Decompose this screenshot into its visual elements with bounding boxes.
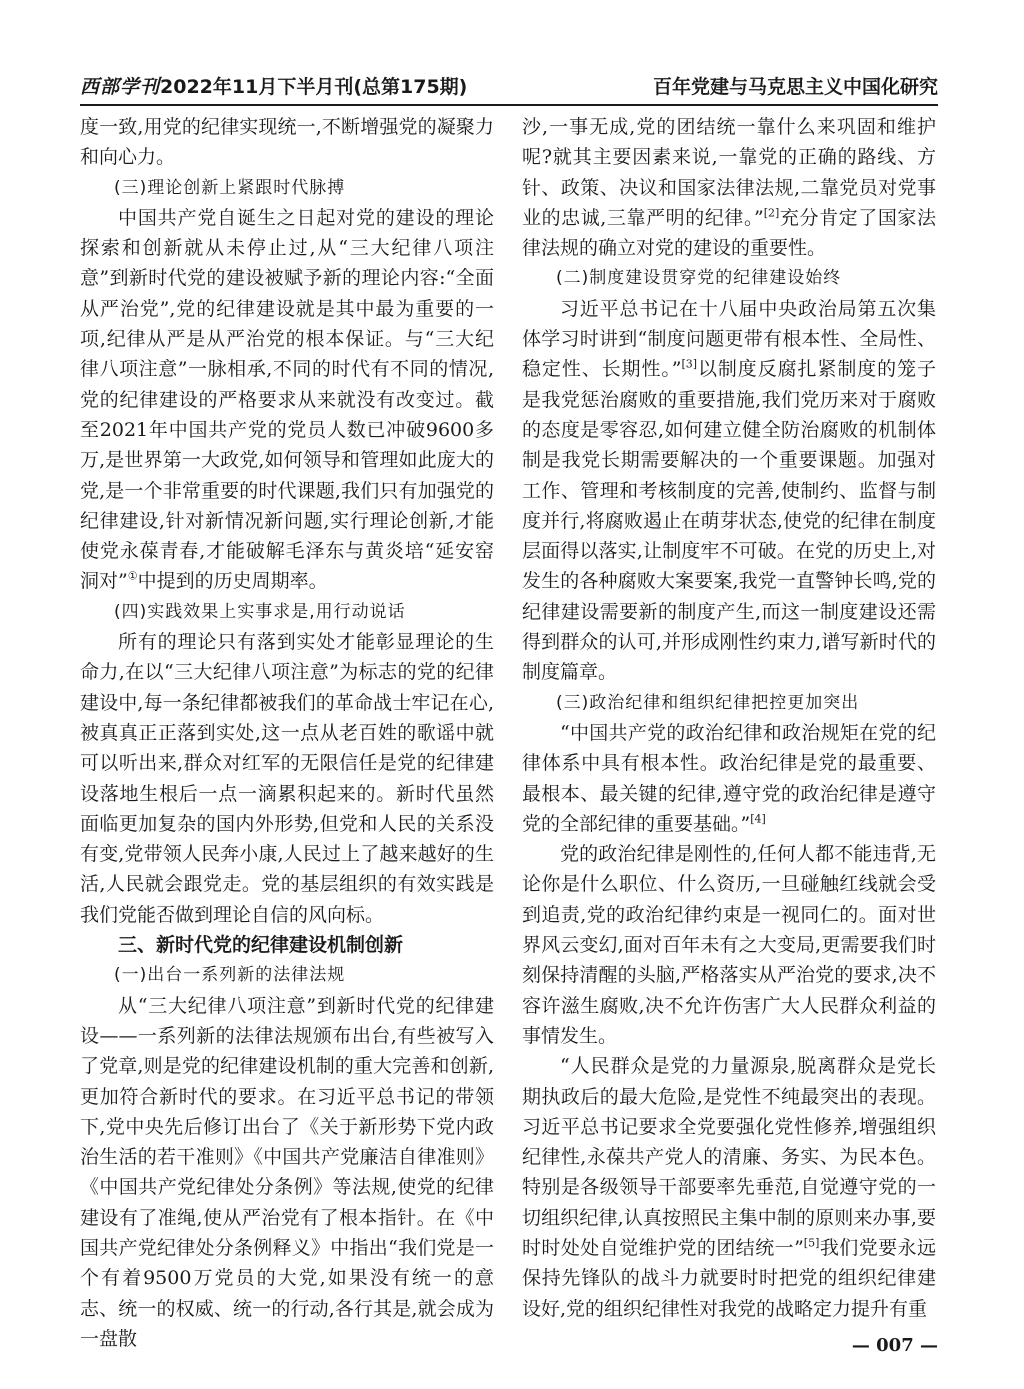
left-column	[80, 112, 494, 1354]
subsection-heading: (三)政治纪律和组织纪律把控更加突出	[556, 692, 860, 713]
subsection-heading: (三)理论创新上紧跟时代脉搏	[114, 177, 346, 198]
subsection-heading: (二)制度建设贯穿党的纪律建设始终	[556, 268, 842, 289]
paragraph	[80, 203, 494, 597]
paragraph: 所有的理论只有落到实处才能彰显理论的生命力,在以“三大纪律八项注意”为标志的党的纪律建设中,每一条纪律都被我们的革命战士牢记在心,被真真正正落到实处,这一点从老百姓的歌谣中就可以听出来,群众对红军的无限信任是党的纪律建设落地生根后一点一滴累积起来的。新时代虽然面临更加复杂的国内外形势,但党和人民的关系没有变,党带领人民奔小康,人民过上了越来越好的生活,人民就会跟党走。党的基层组织的有效实践是我们党能否做到理论自信的风向标。	[80, 631, 494, 926]
citation-ref: [3]	[681, 358, 698, 372]
issue-info: 2022年11月下半月刊(总第175期)	[160, 76, 468, 98]
paragraph-text: 习近平总书记在十八届中央政治局第五次集体学习时讲到“制度问题更带有根本性、全局性、稳定性、长期性。”	[522, 297, 936, 381]
paragraph-text: 以制度反腐扎紧制度的笼子是我党惩治腐败的重要措施,我们党历来对于腐败的态度是零容忍,如何建立健全防治腐败的机制体制是我党长期需要解决的一个重要课题。加强对工作、管理和考核制度的完善,使制约、监督与制度并行,将腐败遏止在萌芽状态,使党的纪律在制度层面得以落实,让制度牢不可破。在党的历史上,对发生的各种腐败大案要案,我党一直警钟长鸣,党的纪律建设需要新的制度产生,而这一制度建设还需得到群众的认可,并形成刚性约束力,谱写新时代的制度篇章。	[522, 358, 936, 684]
citation-ref: [5]	[803, 1236, 820, 1250]
footnote-marker: ①	[127, 570, 138, 584]
paragraph-text: 沙,一事无成,党的团结统一靠什么来巩固和维护呢?就其主要因素来说,一靠党的正确的路线、方针、政策、决议和国家法律法规,二靠党员对党事业的忠诚,三靠严明的纪律。”	[522, 116, 936, 229]
right-column	[522, 112, 936, 1324]
section-heading: 三、新时代党的纪律建设机制创新	[118, 934, 404, 957]
journal-logo: 西部学刊	[80, 76, 161, 98]
paragraph	[522, 112, 936, 263]
subsection-heading: (四)实践效果上实事求是,用行动说话	[114, 601, 406, 622]
paragraph-text: 我们党要永远保持先锋队的战斗力就要时时把党的组织纪律建设好,党的组织纪律性对我党的战略定力提升有重	[522, 1236, 936, 1320]
paragraph-text: 充分肯定了国家法律法规的确立对党的建设的重要性。	[522, 206, 936, 260]
paragraph	[522, 718, 936, 839]
citation-ref: [4]	[750, 812, 766, 826]
paragraph-text: “中国共产党的政治纪律和政治规矩在党的纪律体系中具有根本性。政治纪律是党的最重要、最根本、最关键的纪律,遵守党的政治纪律是遵守党的全部纪律的重要基础。”	[522, 721, 936, 835]
paragraph: 度一致,用党的纪律实现统一,不断增强党的凝聚力和向心力。	[80, 116, 494, 169]
paragraph: 从“三大纪律八项注意”到新时代党的纪律建设——一系列新的法律法规颁布出台,有些被写入了党章,则是党的纪律建设机制的重大完善和创新,更加符合新时代的要求。在习近平总书记的带领下,党中央先后修订出台了《关于新形势下党内政治生活的若干准则》《中国共产党廉洁自律准则》《中国共产党纪律处分条例》等法规,使党的纪律建设有了准绳,使从严治党有了根本指针。在《中国共产党纪律处分条例释义》中指出“我们党是一个有着9500万党员的大党,如果没有统一的意志、统一的权威、统一的行动,各行其是,就会成为一盘散	[80, 994, 494, 1350]
running-header	[80, 70, 938, 106]
paragraph-text: 中国共产党自诞生之日起对党的建设的理论探索和创新就从未停止过,从“三大纪律八项注意”到新时代党的建设被赋予新的理论内容:“全面从严治党”,党的纪律建设就是其中最为重要的一项,纪律从严是从严治党的根本保证。与“三大纪律八项注意”一脉相承,不同的时代有不同的情况,党的纪律建设的严格要求从来就没有改变过。截至2021年中国共产党的党员人数已冲破9600多万,是世界第一大政党,如何领导和管理如此庞大的党,是一个非常重要的时代课题,我们只有加强党的纪律建设,针对新情况新问题,实行理论创新,才能使党永葆青春,才能破解毛泽东与黄炎培“延安窑洞对”	[80, 206, 494, 593]
paragraph-text: 中提到的历史周期率。	[137, 570, 328, 593]
subsection-heading: (一)出台一系列新的法律法规	[114, 965, 346, 986]
paragraph: 党的政治纪律是刚性的,任何人都不能违背,无论你是什么职位、什么资历,一旦碰触红线就会受到追责,党的政治纪律约束是一视同仁的。面对世界风云变幻,面对百年未有之大变局,更需要我们时刻保持清醒的头脑,严格落实从严治党的要求,决不容许滋生腐败,决不允许伤害广大人民群众利益的事情发生。	[522, 843, 936, 1047]
column-title: 百年党建与马克思主义中国化研究	[652, 76, 938, 98]
paragraph-text: “人民群众是党的力量源泉,脱离群众是党长期执政后的最大危险,是党性不纯最突出的表现。习近平总书记要求全党要强化党性修养,增强组织纪律性,永葆共产党人的清廉、务实、为民本色。特别是各级领导干部要率先垂范,自觉遵守党的一切组织纪律,认真按照民主集中制的原则来办事,要时时处处自觉维护党的团结统一”	[522, 1055, 936, 1259]
paragraph	[522, 1051, 936, 1324]
page-number: — 007 —	[851, 1335, 938, 1356]
paragraph	[522, 294, 936, 688]
citation-ref: [2]	[763, 206, 780, 220]
